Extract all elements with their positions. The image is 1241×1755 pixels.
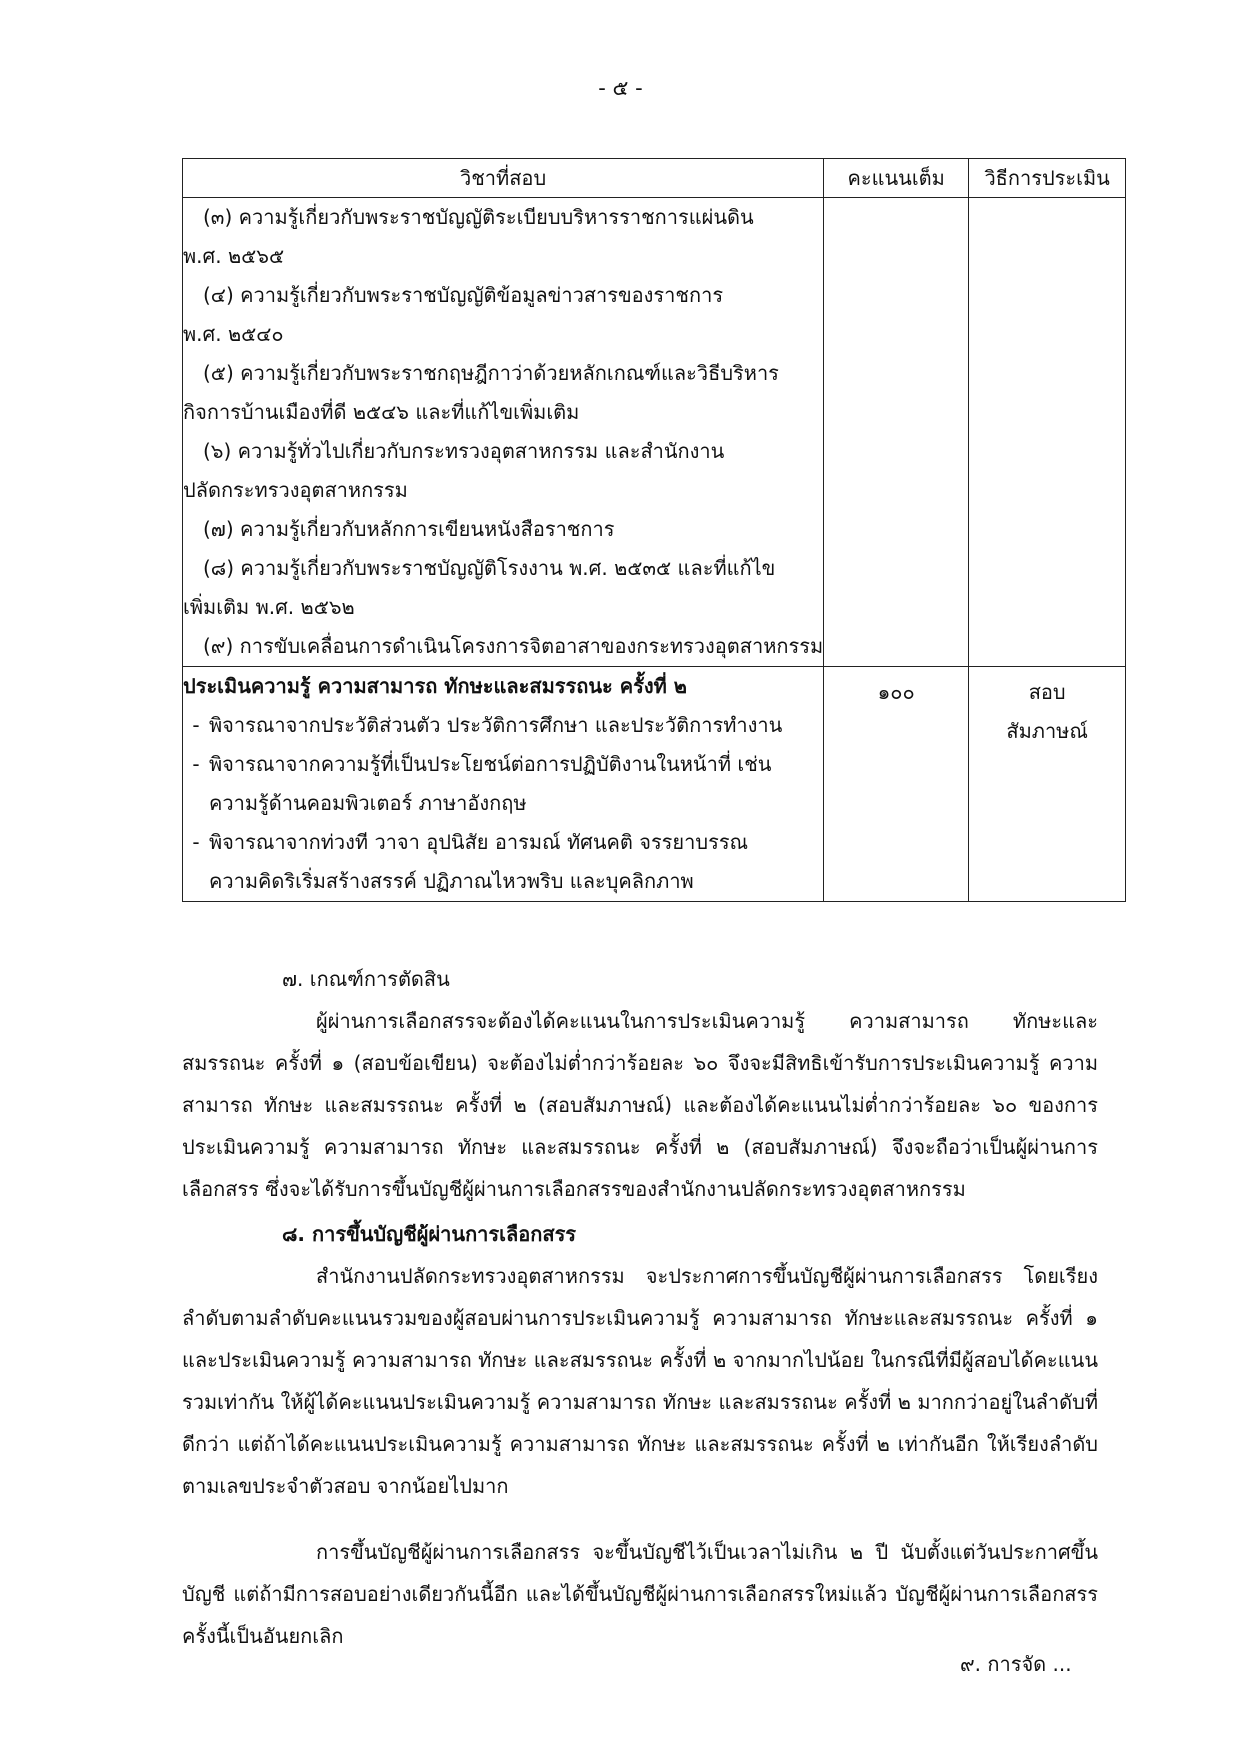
- method-text: สอบ: [1028, 680, 1066, 704]
- table-row: [183, 198, 1126, 667]
- subject-list-cell: [183, 198, 824, 667]
- dash-marker: -: [192, 830, 200, 854]
- header-full-score: คะแนนเต็ม: [824, 159, 969, 198]
- section-8-paragraph: การขึ้นบัญชีผู้ผ่านการเลือกสรร จะขึ้นบัญชีไว้เป็นเวลาไม่เกิน ๒ ปี นับตั้งแต่วันประกาศขึ้นบัญชี แต่ถ้ามีการสอบอย่างเดียวกันนี้อีก และได้ขึ้นบัญชีผู้ผ่านการเลือกสรรใหม่แล้ว บัญชีผู้ผ่านการเลือกสรรครั้งนี้เป็นอันยกเลิก: [182, 1540, 1098, 1648]
- criteria-text: พิจารณาจากความรู้ที่เป็นประโยชน์ต่อการปฏิบัติงานในหน้าที่ เช่น: [209, 752, 772, 776]
- criteria-bullet: [183, 745, 823, 784]
- subject-line: (๓) ความรู้เกี่ยวกับพระราชบัญญัติระเบียบบริหารราชการแผ่นดิน: [203, 205, 754, 229]
- subject-line: พ.ศ. ๒๕๔๐: [183, 322, 284, 346]
- interview-title: ประเมินความรู้ ความสามารถ ทักษะและสมรรถนะ ครั้งที่ ๒: [183, 674, 687, 698]
- criteria-bullet: [183, 706, 823, 745]
- continuation-footer: ๙. การจัด ...: [960, 1652, 1072, 1676]
- header-evaluation-method: วิธีการประเมิน: [969, 159, 1126, 198]
- table-row: [183, 667, 1126, 902]
- subject-line: (๙) การขับเคลื่อนการดำเนินโครงการจิตอาสาของกระทรวงอุตสาหกรรม: [203, 634, 824, 658]
- score-cell: [824, 667, 969, 902]
- subject-line: (๗) ความรู้เกี่ยวกับหลักการเขียนหนังสือราชการ: [203, 517, 615, 541]
- dash-marker: -: [192, 713, 200, 737]
- interview-criteria-cell: [183, 667, 824, 902]
- subject-line: พ.ศ. ๒๕๖๕: [183, 244, 285, 268]
- table-header-row: [183, 159, 1126, 198]
- subject-line: (๕) ความรู้เกี่ยวกับพระราชกฤษฎีกาว่าด้วยหลักเกณฑ์และวิธีบริหาร: [203, 361, 779, 385]
- method-cell: [969, 667, 1126, 902]
- method-text: สัมภาษณ์: [1006, 719, 1088, 743]
- page-number: - ๕ -: [598, 76, 643, 100]
- subject-line: กิจการบ้านเมืองที่ดี ๒๕๔๖ และที่แก้ไขเพิ่มเติม: [183, 400, 580, 424]
- criteria-continuation: ความรู้ด้านคอมพิวเตอร์ ภาษาอังกฤษ: [209, 791, 527, 815]
- criteria-text: พิจารณาจากประวัติส่วนตัว ประวัติการศึกษา และประวัติการทำงาน: [209, 713, 783, 737]
- criteria-text: พิจารณาจากท่วงที วาจา อุปนิสัย อารมณ์ ทัศนคติ จรรยาบรรณ: [209, 830, 749, 854]
- subject-line: เพิ่มเติม พ.ศ. ๒๕๖๒: [183, 595, 355, 619]
- method-cell: [969, 198, 1126, 667]
- subject-line: (๔) ความรู้เกี่ยวกับพระราชบัญญัติข้อมูลข่าวสารของราชการ: [203, 283, 724, 307]
- header-subject: วิชาที่สอบ: [183, 159, 824, 198]
- section-7-heading: ๗. เกณฑ์การตัดสิน: [282, 967, 450, 991]
- subject-line: (๘) ความรู้เกี่ยวกับพระราชบัญญัติโรงงาน พ.ศ. ๒๕๓๕ และที่แก้ไข: [203, 556, 776, 580]
- section-7: [182, 958, 1098, 1210]
- criteria-bullet: [183, 823, 823, 862]
- section-7-paragraph: ผู้ผ่านการเลือกสรรจะต้องได้คะแนนในการประเมินความรู้ ความสามารถ ทักษะและสมรรถนะ ครั้งที่ ๑ (สอบข้อเขียน) จะต้องไม่ต่ำกว่าร้อยละ ๖๐ จึงจะมีสิทธิเข้ารับการประเมินความรู้ ความสามารถ ทักษะ และสมรรถนะ ครั้งที่ ๒ (สอบสัมภาษณ์) และต้องได้คะแนนไม่ต่ำกว่าร้อยละ ๖๐ ของการประเมินความรู้ ความสามารถ ทักษะ และสมรรถนะ ครั้งที่ ๒ (สอบสัมภาษณ์) จึงจะถือว่าเป็นผู้ผ่านการเลือกสรร ซึ่งจะได้รับการขึ้นบัญชีผู้ผ่านการเลือกสรรของสำนักงานปลัดกระทรวงอุตสาหกรรม: [182, 1009, 1098, 1201]
- subject-line: (๖) ความรู้ทั่วไปเกี่ยวกับกระทรวงอุตสาหกรรม และสำนักงาน: [203, 439, 725, 463]
- section-8-paragraph: สำนักงานปลัดกระทรวงอุตสาหกรรม จะประกาศการขึ้นบัญชีผู้ผ่านการเลือกสรร โดยเรียงลำดับตามลำดับคะแนนรวมของผู้สอบผ่านการประเมินความรู้ ความสามารถ ทักษะและสมรรถนะ ครั้งที่ ๑ และประเมินความรู้ ความสามารถ ทักษะ และสมรรถนะ ครั้งที่ ๒ จากมากไปน้อย ในกรณีที่มีผู้สอบได้คะแนนรวมเท่ากัน ให้ผู้ได้คะแนนประเมินความรู้ ความสามารถ ทักษะ และสมรรถนะ ครั้งที่ ๒ มากกว่าอยู่ในลำดับที่ดีกว่า แต่ถ้าได้คะแนนประเมินความรู้ ความสามารถ ทักษะ และสมรรถนะ ครั้งที่ ๒ เท่ากันอีก ให้เรียงลำดับตามเลขประจำตัวสอบ จากน้อยไปมาก: [182, 1264, 1098, 1498]
- criteria-continuation: ความคิดริเริ่มสร้างสรรค์ ปฏิภาณไหวพริบ และบุคลิกภาพ: [209, 869, 694, 893]
- subject-line: ปลัดกระทรวงอุตสาหกรรม: [183, 478, 408, 502]
- section-8-heading: ๘. การขึ้นบัญชีผู้ผ่านการเลือกสรร: [282, 1222, 577, 1246]
- exam-subjects-table: [182, 158, 1126, 902]
- section-8: [182, 1213, 1098, 1657]
- full-score-value: ๑๐๐: [877, 680, 915, 704]
- score-cell: [824, 198, 969, 667]
- dash-marker: -: [192, 752, 200, 776]
